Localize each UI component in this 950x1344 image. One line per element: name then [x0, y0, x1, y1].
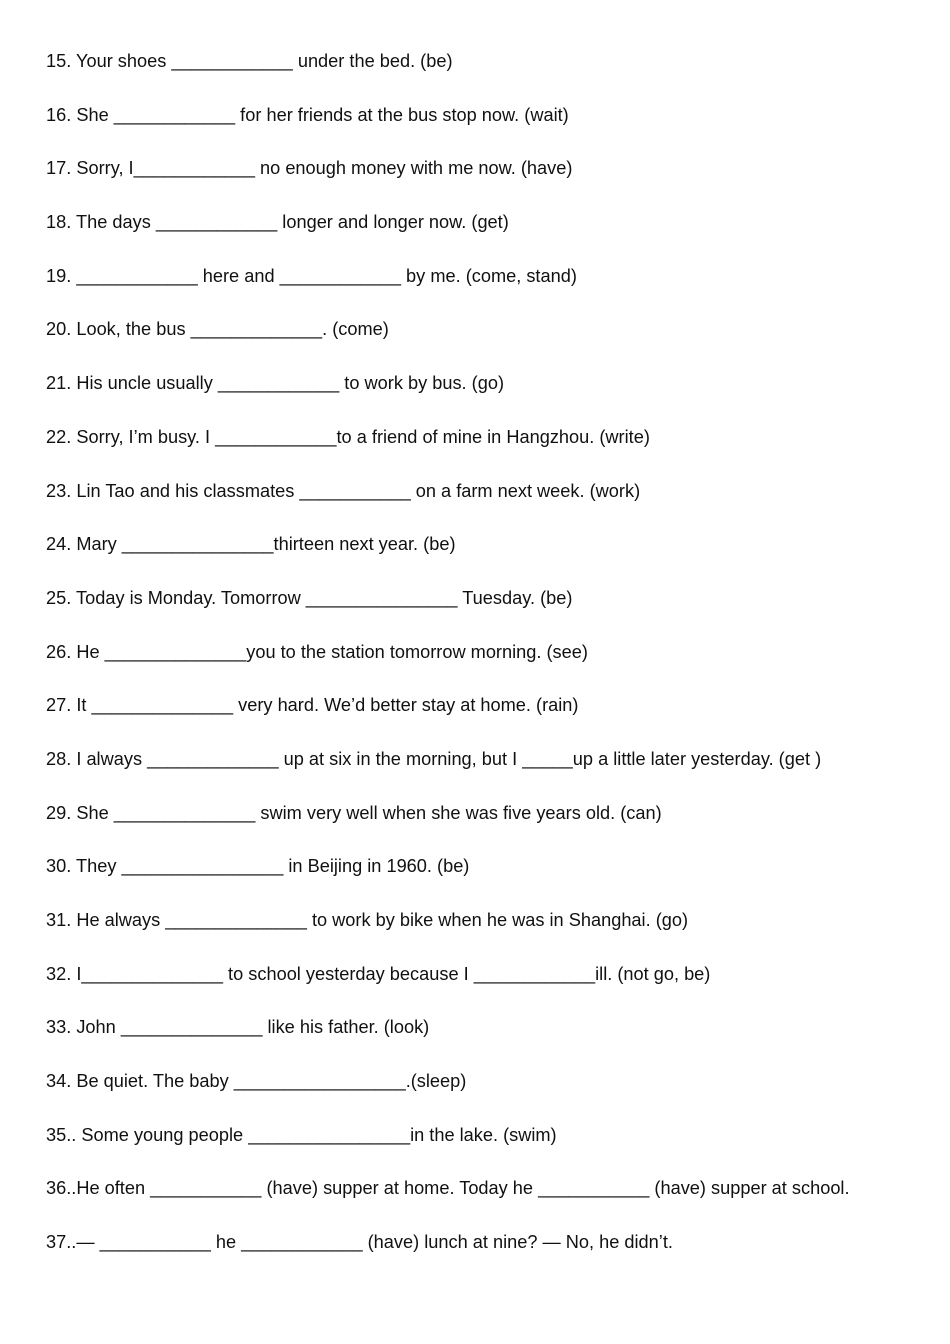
exercise-item-24: 24. Mary _______________thirteen next year. (be) [46, 534, 456, 555]
exercise-item-32: 32. I______________ to school yesterday because I ____________ill. (not go, be) [46, 963, 711, 984]
exercise-item-30: 30. They ________________ in Beijing in 1960. (be) [46, 856, 470, 877]
exercise-item-37: 37..— ___________ he ____________ (have) lunch at nine? — No, he didn’t. [46, 1232, 673, 1253]
exercise-item-17: 17. Sorry, I____________ no enough money with me now. (have) [46, 158, 573, 179]
exercise-item-35: 35.. Some young people ________________in the lake. (swim) [46, 1124, 557, 1145]
exercise-item-20: 20. Look, the bus _____________. (come) [46, 319, 389, 340]
exercise-item-31: 31. He always ______________ to work by bike when he was in Shanghai. (go) [46, 910, 689, 930]
exercise-item-34: 34. Be quiet. The baby _________________.(sleep) [46, 1071, 467, 1092]
exercise-item-29: 29. She ______________ swim very well when she was five years old. (can) [46, 802, 662, 823]
exercise-item-27: 27. It ______________ very hard. We’d better stay at home. (rain) [46, 695, 579, 716]
exercise-item-16: 16. She ____________ for her friends at the bus stop now. (wait) [46, 104, 569, 125]
exercise-item-22: 22. Sorry, I’m busy. I ____________to a friend of mine in Hangzhou. (write) [46, 426, 650, 447]
exercise-item-33: 33. John ______________ like his father. (look) [46, 1017, 430, 1038]
exercise-item-28: 28. I always _____________ up at six in the morning, but I _____up a little later yesterday. (get ) [46, 748, 822, 769]
exercise-item-36: 36..He often ___________ (have) supper at home. Today he ___________ (have) supper at school. [46, 1178, 850, 1199]
exercise-item-26: 26. He ______________you to the station tomorrow morning. (see) [46, 641, 588, 662]
exercise-item-18: 18. The days ____________ longer and longer now. (get) [46, 212, 509, 233]
exercise-item-19: 19. ____________ here and ____________ by me. (come, stand) [46, 265, 577, 286]
exercise-item-25: 25. Today is Monday. Tomorrow _______________ Tuesday. (be) [46, 587, 573, 608]
exercise-list [46, 48, 936, 1283]
exercise-item-23: 23. Lin Tao and his classmates ___________ on a farm next week. (work) [46, 480, 641, 501]
exercise-item-21: 21. His uncle usually ____________ to work by bus. (go) [46, 373, 504, 394]
exercise-item-15: 15. Your shoes ____________ under the bed. (be) [46, 51, 453, 71]
